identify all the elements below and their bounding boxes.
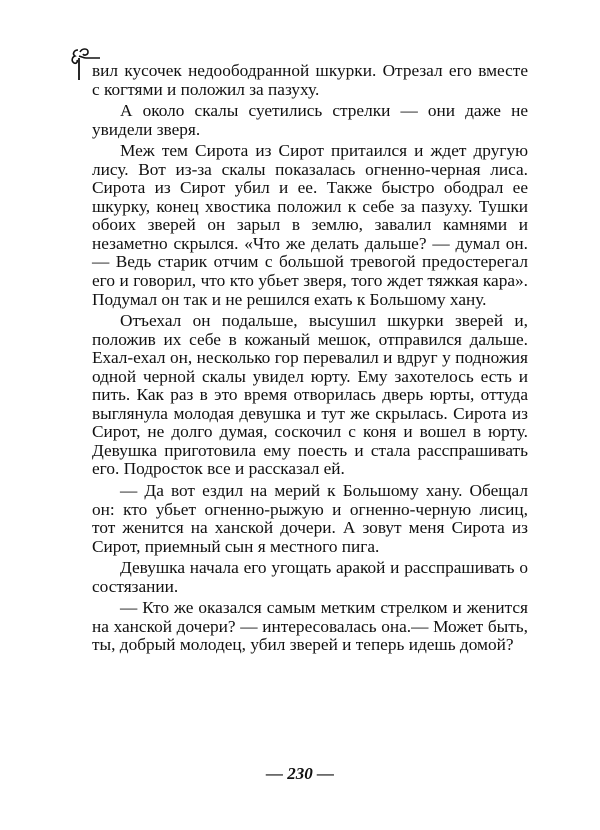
paragraph: вил кусочек недоободранной шкурки. Отрезал его вместе с когтями и положил за пазуху. xyxy=(92,61,528,99)
paragraph: Отъехал он подальше, высушил шкурки зверей и, положив их себе в кожаный мешок, отправился дальше. Ехал-ехал он, несколько гор перевалил и вдруг у подножия одной черной скалы увидел юрту. Ему захотелось есть и пить. Как раз в это время отворилась дверь юрты, оттуда выглянула молодая девушка и тут же скрылась. Сирота из Сирот, не долго думая, соскочил с коня и вошел в юрту. Девушка приготовила ему поесть и стала расспрашивать его. Подросток все и рассказал ей. xyxy=(92,311,528,479)
page-number: — 230 — xyxy=(266,764,334,783)
paragraph: — Да вот ездил на мерий к Большому хану. Обещал он: кто убьет огненно-рыжую и огненно-черную лисиц, тот женится на ханской дочери. А зовут меня Сирота из Сирот, приемный сын я местного пига. xyxy=(92,481,528,556)
paragraph: Девушка начала его угощать аракой и расспрашивать о состязании. xyxy=(92,558,528,596)
paragraph: — Кто же оказался самым метким стрелком и женится на ханской дочери? — интересовалась она.— Может быть, ты, добрый молодец, убил зверей и теперь идешь домой? xyxy=(92,598,528,655)
page-body xyxy=(92,62,528,658)
paragraph: А около скалы суетились стрелки — они даже не увидели зверя. xyxy=(92,101,528,139)
paragraph: Меж тем Сирота из Сирот притаился и ждет другую лису. Вот из-за скалы показалась огненно-черная лиса. Сирота из Сирот убил и ее. Также быстро ободрал ее шкурку, конец хвостика положил к себе за пазуху. Тушки обоих зверей он зарыл в землю, завалил камнями и незаметно скрылся. «Что же делать дальше? — думал он.— Ведь старик отчим с большой тревогой предостерегал его и говорил, что кто убьет зверя, того ждет тяжкая кара». Подумал он так и не решился ехать к Большому хану. xyxy=(92,141,528,309)
